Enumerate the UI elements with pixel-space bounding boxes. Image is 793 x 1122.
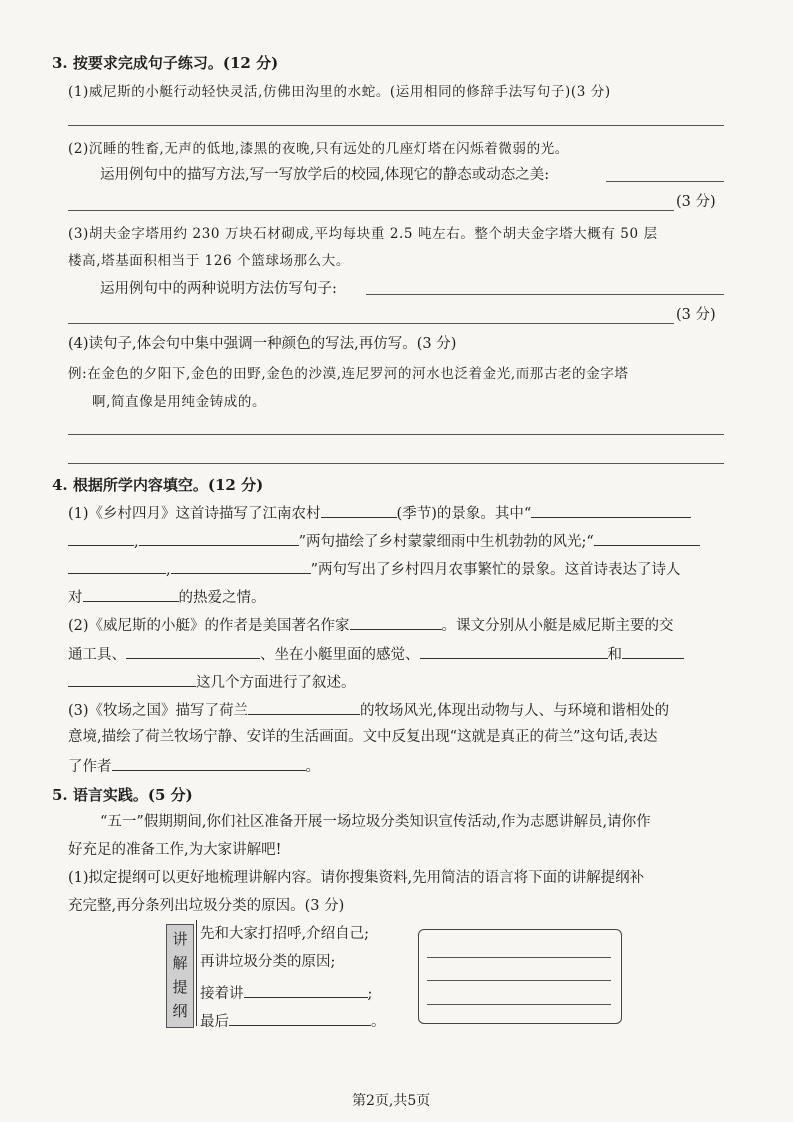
q4-text: , xyxy=(166,562,171,578)
q4-text: 的热爱之情。 xyxy=(178,590,266,606)
fill-blank[interactable] xyxy=(83,586,179,602)
q4-part1-line3 xyxy=(68,558,681,580)
q4-text: (2)《威尼斯的小艇》的作者是美国著名作家 xyxy=(68,618,350,634)
fill-blank[interactable] xyxy=(594,530,700,546)
fill-blank[interactable] xyxy=(420,643,608,659)
q3-part4: (4)读句子,体会句中集中强调一种颜色的写法,再仿写。(3 分) xyxy=(68,336,457,352)
fill-blank[interactable] xyxy=(622,643,684,659)
q4-text: ”两句写出了乡村四月农事繁忙的景象。这首诗表达了诗人 xyxy=(310,562,681,578)
q4-part1-line1 xyxy=(68,502,691,524)
outline-text: 接着讲 xyxy=(200,986,244,1002)
answer-line[interactable] xyxy=(68,210,674,211)
q4-part1-line2 xyxy=(68,530,700,552)
q3-part3-task: 运用例句中的两种说明方法仿写句子: xyxy=(100,281,337,297)
q4-text: , xyxy=(134,534,139,550)
q4-text: 了作者 xyxy=(68,759,112,775)
fill-blank[interactable] xyxy=(68,671,196,687)
fill-blank[interactable] xyxy=(68,558,166,574)
outline-item-4 xyxy=(200,1010,386,1032)
q4-part2-line2 xyxy=(68,643,684,665)
q3-part3-score: (3 分) xyxy=(676,307,716,323)
fill-blank[interactable] xyxy=(350,614,442,630)
q5-part1-line2: 充完整,再分条列出垃圾分类的原因。(3 分) xyxy=(68,898,345,914)
fill-blank[interactable] xyxy=(321,502,397,518)
fill-blank[interactable] xyxy=(244,982,368,998)
fill-blank[interactable] xyxy=(248,699,360,715)
q4-text: 的牧场风光,体现出动物与人、与环境和谐相处的 xyxy=(360,703,670,719)
outline-label-char: 解 xyxy=(172,954,188,972)
outline-label-box xyxy=(166,924,194,1028)
fill-blank[interactable] xyxy=(112,755,306,771)
q4-part2-line3 xyxy=(68,671,356,693)
q4-text: 。 xyxy=(305,759,320,775)
q4-text: 对 xyxy=(68,590,83,606)
outline-label-char: 讲 xyxy=(172,930,188,948)
q5-part1-line1: (1)拟定提纲可以更好地梳理讲解内容。请你搜集资料,先用简洁的语言将下面的讲解提纲补 xyxy=(68,870,645,886)
q4-part3-line1 xyxy=(68,699,669,721)
answer-line[interactable] xyxy=(68,323,674,324)
outline-label-char: 提 xyxy=(172,978,188,996)
q4-text: 和 xyxy=(607,647,622,663)
reason-line[interactable] xyxy=(427,1004,611,1005)
q4-part3-line2: 意境,描绘了荷兰牧场宁静、安详的生活画面。文中反复出现“这就是真正的荷兰”这句话,表达 xyxy=(68,729,658,745)
fill-blank[interactable] xyxy=(68,530,134,546)
answer-line[interactable] xyxy=(366,294,724,295)
q4-text: 。课文分别从小艇是威尼斯主要的交 xyxy=(441,618,674,634)
q4-text: 通工具、 xyxy=(68,647,126,663)
q4-text: ”两句描绘了乡村蒙蒙细雨中生机勃勃的风光;“ xyxy=(298,534,594,550)
answer-line[interactable] xyxy=(68,125,724,126)
page-number: 第2页,共5页 xyxy=(352,1093,431,1109)
q4-part1-line4 xyxy=(68,586,266,608)
q3-part3-line2: 楼高,塔基面积相当于 126 个篮球场那么大。 xyxy=(68,253,350,269)
reason-line[interactable] xyxy=(427,957,611,958)
q5-title: 5. 语言实践。(5 分) xyxy=(52,786,193,804)
fill-blank[interactable] xyxy=(139,530,299,546)
fill-blank[interactable] xyxy=(531,502,691,518)
outline-item-3 xyxy=(200,982,372,1004)
q3-part1: (1)威尼斯的小艇行动轻快灵活,仿佛田沟里的水蛇。(运用相同的修辞手法写句子)(3 分) xyxy=(68,84,611,100)
answer-line[interactable] xyxy=(68,434,724,435)
q4-text: (3)《牧场之国》描写了荷兰 xyxy=(68,703,249,719)
fill-blank[interactable] xyxy=(229,1010,371,1026)
outline-text: 最后 xyxy=(200,1014,229,1030)
outline-label-char: 纲 xyxy=(172,1002,188,1020)
q3-part4-example2: 啊,简直像是用纯金铸成的。 xyxy=(92,394,267,410)
q4-part2-line1 xyxy=(68,614,674,636)
q5-intro-line1: “五一”假期期间,你们社区准备开展一场垃圾分类知识宣传活动,作为志愿讲解员,请你作 xyxy=(100,814,651,830)
q4-title: 4. 根据所学内容填空。(12 分) xyxy=(52,476,264,494)
fill-blank[interactable] xyxy=(171,558,311,574)
outline-item-1: 先和大家打招呼,介绍自己; xyxy=(200,926,369,942)
answer-line[interactable] xyxy=(606,181,724,182)
q3-part3-line1: (3)胡夫金字塔用约 230 万块石材砌成,平均每块重 2.5 吨左右。整个胡夫金字塔大概有 50 层 xyxy=(68,226,658,242)
q3-part2-score: (3 分) xyxy=(676,194,716,210)
q4-text: 这几个方面进行了叙述。 xyxy=(196,675,356,691)
q4-text: 、坐在小艇里面的感觉、 xyxy=(260,647,420,663)
fill-blank[interactable] xyxy=(126,643,260,659)
reasons-box xyxy=(418,929,622,1024)
q3-part2-task: 运用例句中的描写方法,写一写放学后的校园,体现它的静态或动态之美: xyxy=(100,167,550,183)
answer-line[interactable] xyxy=(68,463,724,464)
outline-text: ; xyxy=(367,986,373,1002)
q3-part4-example1: 例:在金色的夕阳下,金色的田野,金色的沙漠,连尼罗河的河水也泛着金光,而那古老的金字塔 xyxy=(68,366,629,382)
q4-text: (季节)的景象。其中“ xyxy=(396,506,532,522)
q4-part3-line3 xyxy=(68,755,320,777)
reason-line[interactable] xyxy=(427,980,611,981)
q3-title: 3. 按要求完成句子练习。(12 分) xyxy=(52,54,279,72)
q4-text: (1)《乡村四月》这首诗描写了江南农村 xyxy=(68,506,321,522)
outline-item-2: 再讲垃圾分类的原因; xyxy=(200,954,336,970)
outline-text: 。 xyxy=(371,1014,386,1030)
q5-intro-line2: 好充足的准备工作,为大家讲解吧! xyxy=(68,842,282,858)
q3-part2: (2)沉睡的牲畜,无声的低地,漆黑的夜晚,只有远处的几座灯塔在闪烁着微弱的光。 xyxy=(68,141,569,157)
